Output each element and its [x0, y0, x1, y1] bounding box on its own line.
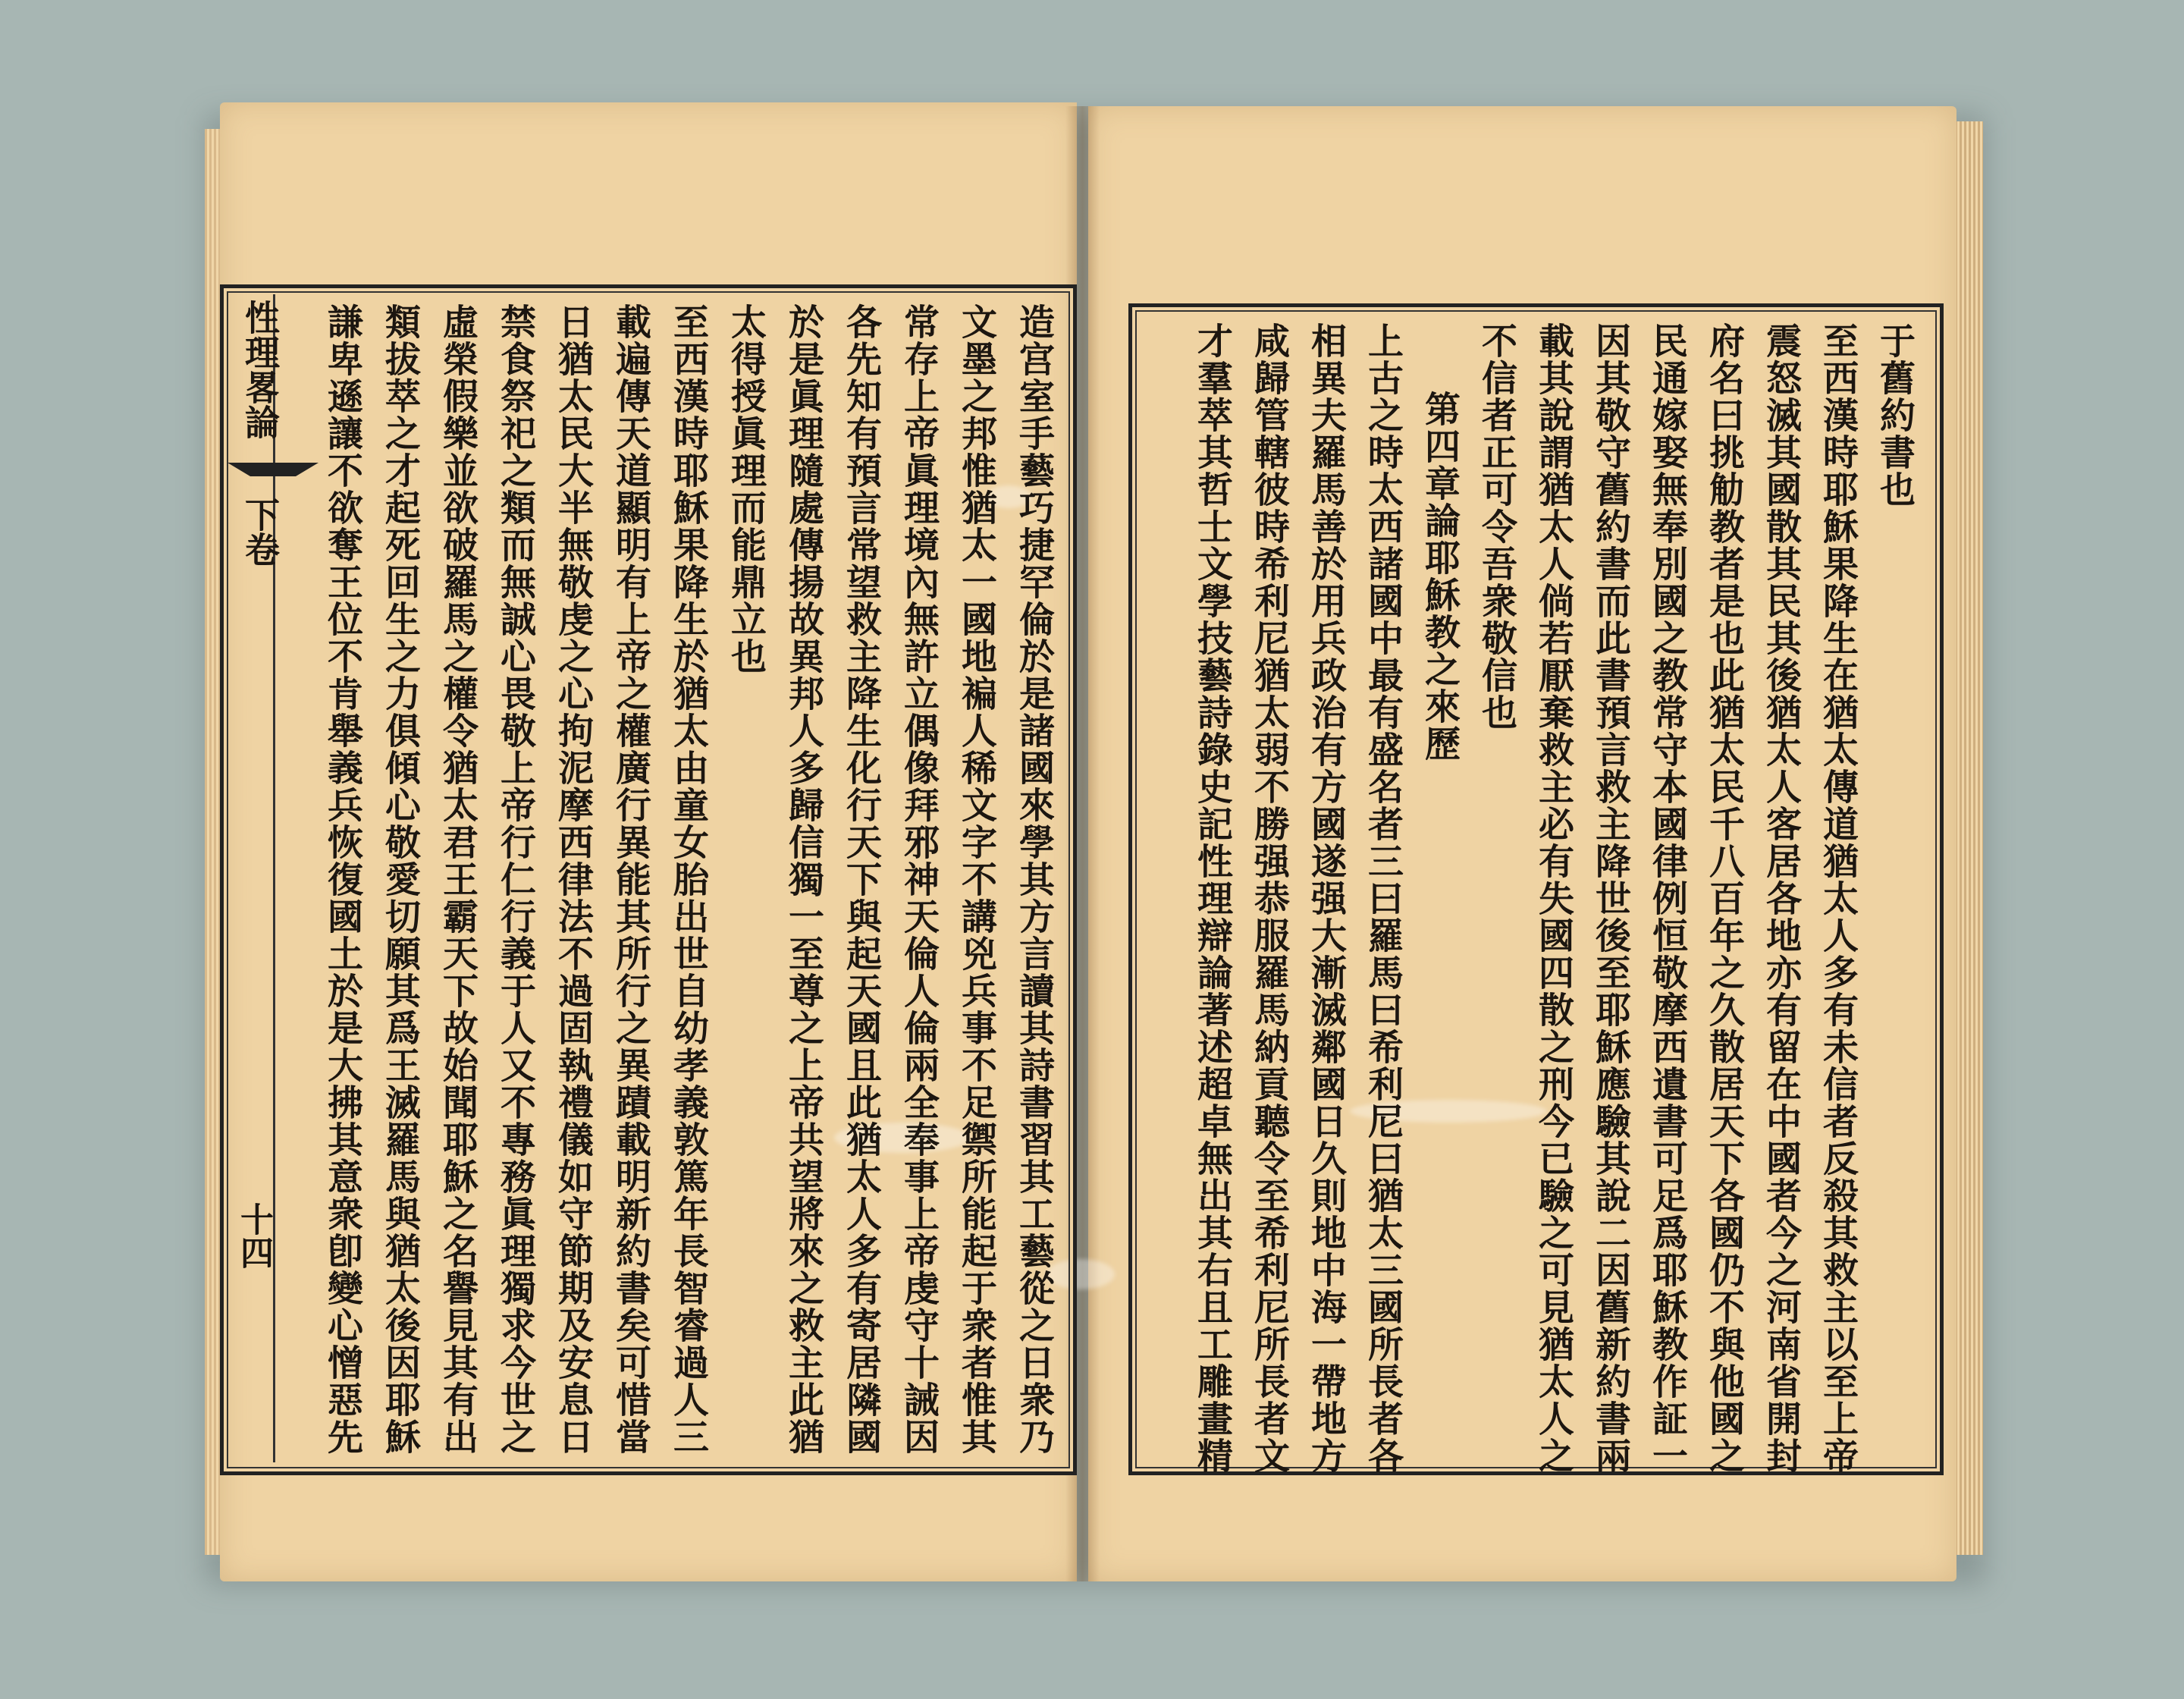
- right-text-column: 相異夫羅馬善於用兵政治有方國遂强大漸滅鄰國日久則地中海一帶地方: [1305, 322, 1347, 1474]
- right-text-column: 第四章論耶穌教之來歷: [1419, 391, 1461, 762]
- left-text-column: 至西漢時耶穌果降生於猶太由童女胎出世自幼孝義敦篤年長智睿過人三: [667, 303, 709, 1456]
- left-text-column: 於是眞理隨處傳揚故異邦人多歸信獨一至尊之上帝共望將來之救主此猶: [783, 303, 824, 1456]
- left-text-column: 文墨之邦惟猶太一國地褊人稀文字不講兇兵事不足禦所能起于衆者惟其: [956, 303, 997, 1456]
- right-page-edges: [1953, 121, 1983, 1555]
- right-text-column: 震怒滅其國散其民其後猶太人客居各地亦有留在中國者今之河南省開封: [1760, 322, 1802, 1474]
- volume-label: 下卷: [240, 497, 281, 567]
- left-text-column: 載遍傳天道顯明有上帝之權廣行異能其所行之異蹟載明新約書矣可惜當: [610, 303, 651, 1456]
- right-text-column: 上古之時太西諸國中最有盛名者三曰羅馬曰希利尼曰猶太三國所長者各: [1362, 322, 1404, 1474]
- left-text-column: 各先知有預言常望救主降生化行天下與起天國且此猶太人多有寄居隣國: [840, 303, 882, 1456]
- running-title: 性理畧論: [240, 300, 281, 439]
- left-text-column: 類拔萃之才起死回生之力俱傾心敬愛切願其爲王滅羅馬與猶太後因耶穌: [379, 303, 421, 1456]
- right-text-column: 于舊約書也: [1874, 322, 1916, 508]
- right-text-column: 民通嫁娶無奉別國之教常守本國律例恒敬摩西遺書可足爲耶穌教作証一: [1646, 322, 1688, 1474]
- right-text-column: 才羣萃其哲士文學技藝詩錄史記性理辯論著述超卓無出其右且工雕畫精: [1191, 322, 1233, 1474]
- right-text-column: 咸歸管轄彼時希利尼猶太弱不勝强恭服羅馬納貢聽令至希利尼所長者文: [1248, 322, 1290, 1474]
- right-text-column: 因其敬守舊約書而此書預言救主降世後至耶穌應驗其說二因舊新約書兩: [1589, 322, 1631, 1474]
- left-text-column: 造宫室手藝巧捷罕倫於是諸國來學其方言讀其詩書習其工藝從之日衆乃: [1013, 303, 1055, 1456]
- left-text-column: 日猶太民大半無敬虔之心拘泥摩西律法不過固執禮儀如守節期及安息日: [552, 303, 594, 1456]
- left-text-column: 禁食祭祀之類而無誠心畏敬上帝行仁行義于人又不專務眞理獨求今世之: [494, 303, 536, 1456]
- right-text-column: 載其說謂猶太人倘若厭棄救主必有失國四散之刑今已驗之可見猶太人之: [1533, 322, 1574, 1474]
- right-text-column: 不信者正可令吾衆敬信也: [1476, 322, 1517, 731]
- fishtail-mark: [228, 463, 318, 476]
- left-text-column: 常存上帝眞理境內無許立偶像拜邪神天倫人倫兩全奉事上帝虔守十誡因: [898, 303, 940, 1456]
- folio-number: 十四: [234, 1202, 273, 1269]
- right-text-column: 至西漢時耶穌果降生在猶太傳道猶太人多有未信者反殺其救主以至上帝: [1817, 322, 1859, 1474]
- left-text-column: 虛榮假樂並欲破羅馬之權令猶太君王霸天下故始聞耶穌之名譽見其有出: [437, 303, 479, 1456]
- left-text-column: 謙卑遜讓不欲奪王位不肯舉義兵恢復國土於是大拂其意衆卽變心憎惡先: [322, 303, 363, 1456]
- left-text-column: 太得授眞理而能鼎立也: [725, 303, 767, 675]
- right-text-column: 府名曰挑觔教者是也此猶太民千八百年之久散居天下各國仍不與他國之: [1703, 322, 1745, 1474]
